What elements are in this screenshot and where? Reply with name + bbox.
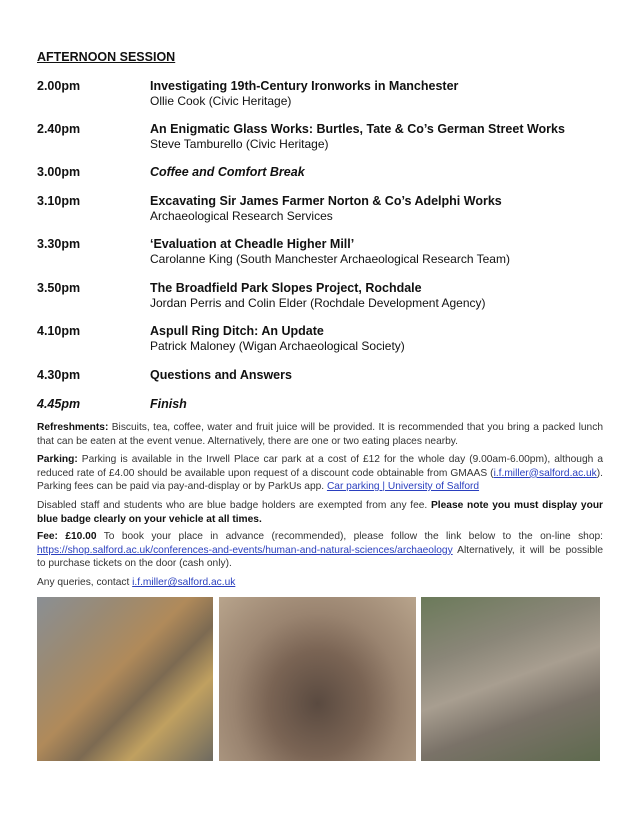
fee-text: To book your place in advance (recommended), please follow the link below to the on-line shop: (96, 531, 603, 542)
fee-text: Alternatively, it will be possible to purchase tickets on the door (cash only). (37, 544, 603, 569)
session-speaker: Ollie Cook (Civic Heritage) (150, 94, 292, 108)
session-title: Aspull Ring Ditch: An Update (150, 324, 324, 338)
session-title: Finish (150, 397, 187, 411)
session-time: 3.30pm (37, 237, 81, 251)
parking-text: ). Parking fees can be paid via pay-and-display or by ParkUs app. (37, 467, 603, 492)
contact-email-link[interactable]: i.f.miller@salford.ac.uk (132, 577, 236, 588)
blue-badge-notice: Please note you must display your blue badge clearly on your vehicle at all times. (37, 500, 604, 525)
session-time: 2.00pm (37, 79, 81, 93)
session-time: 3.10pm (37, 194, 81, 208)
section-heading: AFTERNOON SESSION (37, 50, 176, 64)
disabled-text: Disabled staff and students who are blue badge holders are exempted from any fee. (37, 500, 431, 511)
parking-paragraph (37, 453, 603, 494)
session-title: ‘Evaluation at Cheadle Higher Mill’ (150, 237, 355, 251)
aerial-excavation-photo (421, 597, 600, 761)
disabled-paragraph (37, 499, 603, 526)
session-speaker: Carolanne King (South Manchester Archaeological Research Team) (150, 252, 510, 266)
session-time: 4.45pm (37, 397, 81, 411)
session-speaker: Archaeological Research Services (150, 209, 333, 223)
session-speaker: Patrick Maloney (Wigan Archaeological Society) (150, 339, 405, 353)
parking-label: Parking: (37, 454, 78, 465)
queries-text: Any queries, contact (37, 577, 133, 588)
excavation-site-photo (37, 597, 213, 761)
session-title: Excavating Sir James Farmer Norton & Co’s Adelphi Works (150, 194, 502, 208)
session-time: 3.00pm (37, 165, 81, 179)
session-time: 4.10pm (37, 324, 81, 338)
session-title: Questions and Answers (150, 368, 292, 382)
queries-paragraph (37, 576, 603, 590)
fee-label: Fee: £10.00 (37, 531, 97, 542)
session-title: Investigating 19th-Century Ironworks in Manchester (150, 79, 459, 93)
session-title: The Broadfield Park Slopes Project, Rochdale (150, 281, 422, 295)
car-parking-link[interactable]: Car parking | University of Salford (326, 481, 480, 492)
session-title: Coffee and Comfort Break (150, 165, 305, 179)
refreshments-text: Biscuits, tea, coffee, water and fruit juice will be provided. It is recommended that you bring a packed lunch that can be eaten at the event venue. Alternatively, there are one or two eating places nearby. (37, 422, 603, 447)
session-time: 4.30pm (37, 368, 81, 382)
excavation-trench-photo (219, 597, 416, 761)
session-speaker: Steve Tamburello (Civic Heritage) (150, 137, 329, 151)
fee-paragraph (37, 530, 603, 571)
session-title: An Enigmatic Glass Works: Burtles, Tate & Co’s German Street Works (150, 122, 565, 136)
refreshments-paragraph (37, 421, 603, 448)
gmaas-email-link[interactable]: i.f.miller@salford.ac.uk (493, 467, 597, 479)
session-time: 2.40pm (37, 122, 81, 136)
session-time: 3.50pm (37, 281, 81, 295)
refreshments-label: Refreshments: (37, 422, 109, 433)
parking-text: Parking is available in the Irwell Place car park at a cost of £12 for the whole day (9.00am-6.00pm), although a reduced rate of £4.00 should be available upon request of a discount code obtainable from GMAAS ( (37, 454, 603, 479)
session-speaker: Jordan Perris and Colin Elder (Rochdale Development Agency) (150, 296, 486, 310)
shop-link[interactable]: https://shop.salford.ac.uk/conferences-and-events/human-and-natural-sciences/archaeology (37, 544, 453, 556)
